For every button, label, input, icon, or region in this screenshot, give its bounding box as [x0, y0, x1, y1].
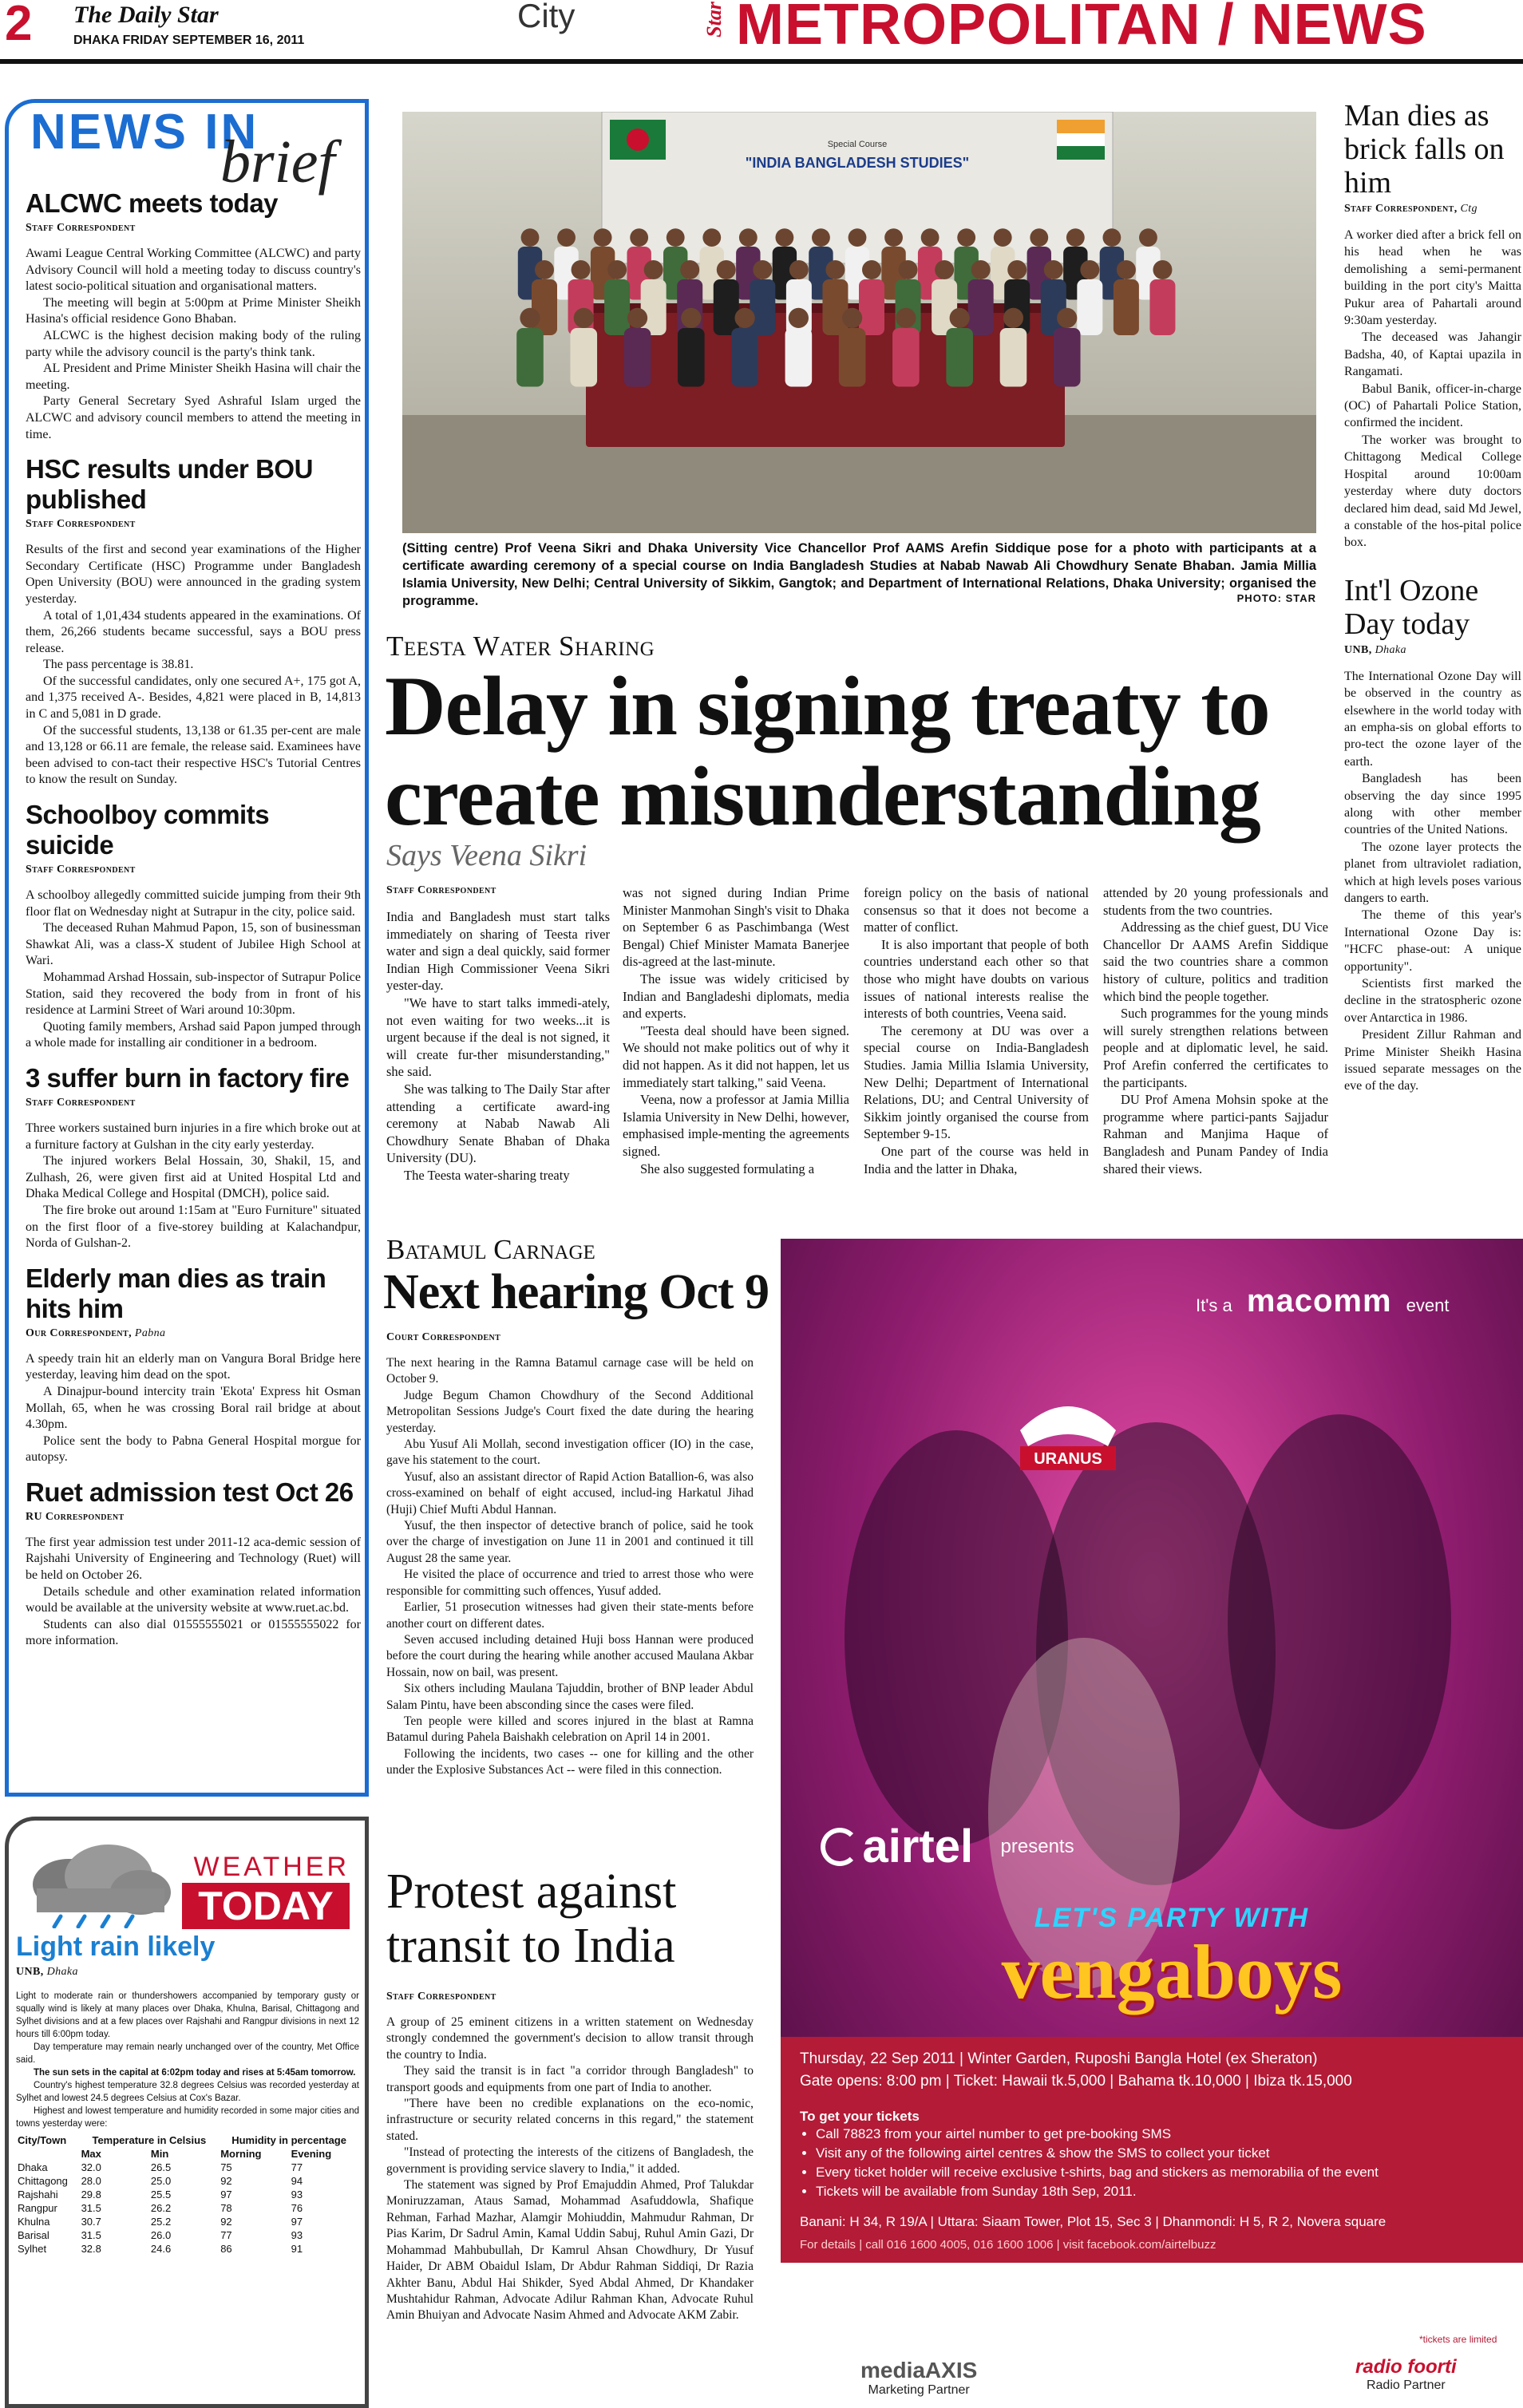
- batamul-paragraph: Abu Yusuf Ali Mollah, second investigation officer (IO) in the case, gave his statement to the court.: [386, 1437, 754, 1468]
- table-subhead-row: [16, 2147, 359, 2161]
- party-title-main: vengaboys: [1001, 1929, 1343, 2015]
- table-cell: 97: [220, 2189, 232, 2200]
- banner-kicker: Special Course: [827, 140, 888, 149]
- table-cell: 28.0: [81, 2175, 101, 2187]
- main-story-headline: [385, 661, 1343, 841]
- brief-paragraph: ALCWC is the highest decision making body of the ruling party while the advisory council is the party's think tank.: [26, 328, 361, 359]
- ozone-story-paragraph: The ozone layer protects the planet from ultraviolet radiation, which at high levels poses various dangers to earth.: [1344, 840, 1521, 905]
- brief-paragraph: Of the successful candidates, only one secured A+, 175 got A, and 1,375 received A-. Besides, 4,821 were placed in B, 14,813 in C and 5,081 in D grade.: [26, 674, 361, 722]
- ozone-story-headline: Int'l Ozone Day today: [1344, 573, 1479, 641]
- table-cell: 93: [291, 2229, 303, 2241]
- table-cell: Barisal: [18, 2229, 49, 2241]
- news-in-brief-title: NEWS IN: [30, 105, 259, 160]
- event-ticket-prices: Gate opens: 8:00 pm | Ticket: Hawaii tk.5,000 | Bahama tk.10,000 | Ibiza tk.15,000: [800, 2073, 1352, 2090]
- protest-paragraphs: [386, 2015, 754, 2324]
- table-subhead: Min: [150, 2148, 169, 2160]
- radio-foorti-logo: radio foorti Radio Partner: [1355, 2356, 1457, 2392]
- participant-figure: [570, 308, 597, 387]
- brief-headline: Ruet admission test Oct 26: [26, 1477, 354, 1507]
- presents-text: presents: [1000, 1835, 1074, 1857]
- participant-figure: [892, 308, 920, 387]
- weather-label-top: WEATHER: [193, 1852, 350, 1882]
- table-cell: 77: [220, 2229, 232, 2241]
- batamul-paragraph: Seven accused including detained Huji boss Hannan were produced before the court during the hearing while another accused Maulana Akbar Hossain, now on bail, was present.: [386, 1632, 754, 1679]
- brief-paragraph: A schoolboy allegedly committed suicide jumping from their 9th floor flat on Wednesday night at Sutrapur in the city, police said.: [26, 888, 361, 919]
- protest-headline-line-1: Protest against: [386, 1864, 677, 1919]
- main-story-column-3: [864, 884, 1089, 1177]
- airtel-centres: Banani: H 34, R 19/A | Uttara: Siaam Tower, Plot 15, Sec 3 | Dhanmondi: H 5, R 2, Novera square: [800, 2214, 1387, 2229]
- main-story-paragraph: Addressing as the chief guest, DU Vice Chancellor Dr AAMS Arefin Siddique said the two countries share a common history of culture, politics and tradition which bind the people together.: [1103, 919, 1328, 1004]
- brief-headline: HSC results under BOU published: [26, 454, 313, 515]
- main-story-byline: Staff Correspondent: [386, 884, 496, 896]
- table-cell: 25.2: [150, 2216, 172, 2228]
- brief-byline: Staff Correspondent: [26, 222, 136, 234]
- table-cell: 91: [291, 2243, 303, 2255]
- brief-headline: Schoolboy commits suicide: [26, 800, 270, 860]
- header-rule: [0, 59, 1523, 64]
- table-cell: 26.0: [150, 2229, 172, 2241]
- table-cell: 77: [291, 2161, 303, 2173]
- main-story-paragraph: was not signed during Indian Prime Minister Manmohan Singh's visit to Dhaka on September 6 as Paschimbanga (West Bengal) Chief Minister Mamata Banerjee dis-agreed at the last-minute.: [623, 885, 849, 970]
- brief-paragraph: Three workers sustained burn injuries in a fire which broke out at a furniture factory at Gulshan in the city early yesterday.: [26, 1121, 361, 1152]
- weather-cloud-icon: [21, 1841, 172, 1928]
- brief-paragraph: The fire broke out around 1:15am at "Euro Furniture" situated on the first floor of a five-storey building at Kalachandpur, Norda of Gulshan-2.: [26, 1203, 361, 1251]
- batamul-paragraphs: [386, 1355, 754, 1779]
- photo-participants: [402, 112, 1316, 533]
- table-cell: 26.5: [150, 2161, 172, 2173]
- airtel-presents: [821, 1820, 1074, 1873]
- brief-paragraph: Results of the first and second year examinations of the Higher Secondary Certificate (HSC) Programme under Bangladesh Open University (BOU) were announced in the grading system yesterday.: [26, 543, 361, 606]
- brief-byline: Staff Correspondent: [26, 518, 136, 531]
- brief-headline: Elderly man dies as train hits him: [26, 1263, 326, 1323]
- table-subhead: Evening: [291, 2148, 332, 2160]
- headline-line-1: Delay in signing treaty to: [385, 659, 1270, 753]
- airtel-logo-text: airtel: [862, 1821, 974, 1872]
- participants-silhouettes: [402, 112, 1316, 533]
- event-date-venue: Thursday, 22 Sep 2011 | Winter Garden, Ruposhi Bangla Hotel (ex Sheraton): [800, 2050, 1318, 2067]
- ozone-story-paragraph: The theme of this year's International Ozone Day is: "HCFC phase-out: A unique opportunity".: [1344, 908, 1521, 974]
- brief-item: [26, 1477, 361, 1650]
- brick-story-paragraph: The deceased was Jahangir Badsha, 40, of Kaptai upazila in Rangamati.: [1344, 330, 1521, 379]
- photo-caption: [402, 540, 1316, 610]
- main-story-paragraph: She also suggested formulating a: [640, 1161, 815, 1176]
- table-row: [16, 2242, 359, 2256]
- brief-paragraph: A Dinajpur-bound intercity train 'Ekota' Express hit Osman Mollah, 65, when he was crossing Boral rail bridge at about 4.30pm.: [26, 1384, 361, 1432]
- participant-figure: [1077, 260, 1102, 335]
- participant-figure: [624, 308, 651, 387]
- ozone-story-paragraph: Bangladesh has been observing the day since 1995 along with other member countries of the United Nations.: [1344, 772, 1521, 837]
- batamul-paragraph: He visited the place of occurrence and tried to arrest those who were responsible for committing such offences, Yusuf added.: [386, 1568, 754, 1598]
- table-cell: 32.0: [81, 2161, 101, 2173]
- table-cell: 30.7: [81, 2216, 101, 2228]
- table-subhead: Morning: [220, 2148, 262, 2160]
- brief-item: [26, 454, 361, 789]
- brief-paragraph: Awami League Central Working Committee (ALCWC) and party Advisory Council will hold a meeting today to discuss country's latest socio-political situation and organisational matters.: [26, 247, 361, 294]
- main-story-paragraph: She was talking to The Daily Star after attending a certificate award-ing ceremony at Nabab Nawab Ali Chowdhury Senate Bhaban of Dhaka University (DU).: [386, 1081, 610, 1166]
- ozone-story-byline: UNB, Dhaka: [1344, 643, 1406, 656]
- ozone-story-paragraph: Scientists first marked the decline in the stratospheric ozone over Antarctica in 1986.: [1344, 977, 1521, 1025]
- main-story-paragraph: One part of the course was held in India and the latter in Dhaka,: [864, 1143, 1089, 1176]
- weather-content: [16, 1932, 359, 2256]
- brief-paragraph: Of the successful students, 13,138 or 61.35 per-cent are male and 13,128 or 66.11 are female, the release said. Examinees have been advised to con-tact their respective HSC's Tutorial Centres to know the result on Sunday.: [26, 723, 361, 787]
- main-story-paragraph: DU Prof Amena Mohsin spoke at the programme where partici-pants Sajjadur Rahman and Manjima Haque of Bangladesh and Punam Pandey of India shared their views.: [1103, 1092, 1328, 1176]
- brief-byline: RU Correspondent: [26, 1510, 125, 1523]
- participant-figure: [604, 260, 630, 335]
- table-row: [16, 2201, 359, 2215]
- table-cell: Sylhet: [18, 2243, 47, 2255]
- contact-details: For details | call 016 1600 4005, 016 1600 1006 | visit facebook.com/airtelbuzz: [800, 2238, 1216, 2252]
- main-story-paragraph: The Teesta water-sharing treaty: [404, 1167, 570, 1183]
- table-cell: Chittagong: [18, 2175, 68, 2187]
- tagline-post: event: [1406, 1295, 1450, 1315]
- weather-label-bottom: TODAY: [182, 1883, 350, 1929]
- main-story-column-4: [1103, 884, 1328, 1177]
- participant-figure: [714, 260, 739, 335]
- ozone-story-paragraph: The International Ozone Day will be observed in the country as elsewhere in the world today with an empha-sis on global efforts to pro-tect the ozone layer of the earth.: [1344, 669, 1521, 769]
- main-story-paragraph: attended by 20 young professionals and students from the two countries.: [1103, 885, 1328, 918]
- ceremony-photo: [402, 112, 1316, 533]
- brief-item: [26, 188, 361, 443]
- table-cell: 31.5: [81, 2202, 101, 2214]
- batamul-paragraph: Earlier, 51 prosecution witnesses had given their state-ments before another court on different dates.: [386, 1600, 754, 1631]
- main-story-paragraph: India and Bangladesh must start talks immediately on sharing of Teesta river water and sign a deal quickly, said former Indian High Commissioner Veena Sikri yester-day.: [386, 909, 610, 994]
- table-cell: 76: [291, 2202, 303, 2214]
- photo-credit: PHOTO: STAR: [1236, 592, 1316, 604]
- table-subhead: Max: [81, 2148, 101, 2160]
- table-cell: Khulna: [18, 2216, 50, 2228]
- table-cell: 75: [220, 2161, 232, 2173]
- brief-paragraph: The first year admission test under 2011-12 aca-demic session of Rajshahi University of Engineering and Technology (Ruet) will be held on October 26.: [26, 1535, 361, 1583]
- participant-figure: [859, 260, 884, 335]
- weather-byline: UNB, Dhaka: [16, 1966, 78, 1978]
- brick-story-paragraph: Babul Banik, officer-in-charge (OC) of Pahartali Police Station, confirmed the incident.: [1344, 382, 1521, 430]
- batamul-byline: Court Correspondent: [386, 1331, 501, 1343]
- tagline-pre: It's a: [1196, 1295, 1232, 1315]
- batamul-kicker: Batamul Carnage: [386, 1234, 595, 1265]
- protest-headline: [386, 1864, 754, 1973]
- dateline: DHAKA FRIDAY SEPTEMBER 16, 2011: [73, 34, 305, 47]
- ozone-story-body: [1344, 668, 1521, 1095]
- weather-paragraph: Country's highest temperature 32.8 degrees Celsius was recorded yesterday at Sylhet and lowest 24.5 degrees Celsius at Cox's Bazar.: [16, 2081, 359, 2103]
- batamul-paragraph: Yusuf, also an assistant director of Rapid Action Batallion-6, was also cross-examined on behalf of eight accused, includ-ing Harkatul Jihad (Huji) Chief Mufti Abdul Hannan.: [386, 1469, 754, 1516]
- brick-story-byline: Staff Correspondent, Ctg: [1344, 203, 1478, 215]
- participant-figure: [1000, 308, 1027, 387]
- ticket-instruction-item: • Call 78823 from your airtel number to get pre-booking SMS: [816, 2125, 1504, 2144]
- brick-story-body: [1344, 227, 1521, 552]
- news-in-brief-list: [26, 188, 361, 1661]
- news-in-brief-script: brief: [220, 129, 335, 196]
- brief-byline: Staff Correspondent: [26, 864, 136, 876]
- brick-story-paragraph: A worker died after a brick fell on his head when he was demolishing a semi-permanent building in the port city's Maitta Pukur area of Pahartali around 9:30am yesterday.: [1344, 228, 1521, 328]
- brick-story-paragraph: The worker was brought to Chittagong Medical College Hospital around 10:00am yesterday where duty doctors declared him dead, said Md Jewel, a constable of the hos-pital police box.: [1344, 433, 1521, 550]
- batamul-paragraph: Following the incidents, two cases -- one for killing and the other under the Explosive Substances Act -- were filed in this connection.: [386, 1746, 754, 1777]
- batamul-paragraph: Six others including Maulana Tajuddin, brother of BNP leader Abdul Salam Pintu, have been absconding since the cases were filed.: [386, 1682, 754, 1712]
- protest-paragraph: A group of 25 eminent citizens in a written statement on Wednesday strongly condemned the government's decision to allow transit through the country to India.: [386, 2015, 754, 2062]
- table-cell: 32.8: [81, 2243, 101, 2255]
- brief-byline: Staff Correspondent: [26, 1096, 136, 1109]
- weather-paragraph: Highest and lowest temperature and humidity recorded in some major cities and towns yesterday were:: [16, 2106, 359, 2129]
- table-cell: 78: [220, 2202, 232, 2214]
- brief-paragraph: Police sent the body to Pabna General Hospital morgue for autopsy.: [26, 1433, 361, 1465]
- brief-paragraph: The pass percentage is 38.81.: [43, 658, 194, 672]
- participant-figure: [516, 308, 544, 387]
- participant-figure: [946, 308, 973, 387]
- party-title: [948, 1903, 1395, 2015]
- weather-table-body: [16, 2161, 359, 2256]
- weather-table: [16, 2133, 359, 2256]
- caption-text: (Sitting centre) Prof Veena Sikri and Dhaka University Vice Chancellor Prof AAMS Arefin Siddique pose for a photo with participants at a certificate awarding ceremony of a special course on India Bangladesh Studies at Nabab Nawab Ali Chowdhury Senate Bhaban. Jamia Millia Islamia University, New Delhi; Central University of Sikkim, Gangtok; and Department of International Relations, Dhaka University; organised the programme.: [402, 541, 1316, 608]
- brief-paragraph: The injured workers Belal Hossain, 30, Shakil, 15, and Zulhash, 26, were given first aid at United Hospital Ltd and Dhaka Medical College and Hospital (DMCH), police said.: [26, 1154, 361, 1201]
- table-head-city: City/Town: [18, 2134, 67, 2146]
- participant-figure: [1149, 260, 1175, 335]
- table-head-temp: Temperature in Celsius: [92, 2134, 207, 2146]
- table-cell: 94: [291, 2175, 303, 2187]
- brief-paragraph: The meeting will begin at 5:00pm at Prime Minister Sheikh Hasina's official residence Gono Bhaban.: [26, 295, 361, 326]
- brief-paragraph: The deceased Ruhan Mahmud Papon, 15, son of businessman Shawkat Ali, was a class-X student of Jubilee High School at Wari.: [26, 921, 361, 968]
- vengaboys-advertisement: [781, 1239, 1523, 2408]
- table-cell: 24.6: [150, 2243, 172, 2255]
- right-column: [1344, 99, 1521, 1095]
- brief-paragraph: Details schedule and other examination related information would be available at the university website at www.ruet.ac.bd.: [26, 1584, 361, 1615]
- participant-figure: [731, 308, 758, 387]
- airtel-logo-icon: [821, 1828, 859, 1866]
- participant-figure: [839, 308, 866, 387]
- tickets-limited-note: *tickets are limited: [1419, 2334, 1497, 2345]
- table-cell: 97: [291, 2216, 303, 2228]
- main-story-paragraph: foreign policy on the basis of national consensus so that it does not become a matter of conflict.: [864, 885, 1089, 935]
- table-row: [16, 2161, 359, 2174]
- city-label: City: [517, 0, 576, 34]
- tickets-heading: To get your tickets: [800, 2109, 920, 2124]
- table-row: [16, 2215, 359, 2228]
- protest-paragraph: "There have been no credible explanations on the eco-nomic, infrastructure or security related concerns in this regard," the statement stated.: [386, 2097, 754, 2143]
- event-details: [781, 2037, 1523, 2263]
- section-title: METROPOLITAN / NEWS: [736, 0, 1427, 57]
- main-story-paragraph: The ceremony at DU was over a special course on India-Bangladesh Studies. Jamia Millia Islamia University, New Delhi; Department of International Relations, DU; and Central University of Sikkim jointly organised the course from September 9-15.: [864, 1022, 1089, 1142]
- table-head-humidity: Humidity in percentage: [231, 2134, 346, 2146]
- batamul-headline: Next hearing Oct 9: [383, 1265, 769, 1319]
- table-cell: 29.8: [81, 2189, 101, 2200]
- brief-paragraph: A speedy train hit an elderly man on Vangura Boral Bridge here yesterday, leaving him dead on the spot.: [26, 1351, 361, 1382]
- hat-text: URANUS: [1034, 1450, 1102, 1468]
- table-cell: 86: [220, 2243, 232, 2255]
- party-title-top: LET'S PARTY WITH: [1034, 1903, 1310, 1933]
- participant-figure: [678, 308, 705, 387]
- main-story-paragraph: The issue was widely criticised by Indian and Bangladeshi diplomats, media and experts.: [623, 971, 849, 1022]
- protest-paragraph: They said the transit is in fact "a corridor through Bangladesh" to transport goods and equipments from one part of India to another.: [386, 2064, 754, 2094]
- brief-paragraph: Mohammad Arshad Hossain, sub-inspector of Sutrapur Police Station, said they recovered the body from in front of his residence at Larmini Street of Wari around 10:30pm.: [26, 971, 361, 1018]
- weather-paragraph: Day temperature may remain nearly unchanged over of the country, Met Office said.: [16, 2042, 359, 2065]
- batamul-body: [386, 1328, 754, 1779]
- participant-figure: [1114, 260, 1139, 335]
- table-cell: 93: [291, 2189, 303, 2200]
- mediaaxis-logo: mediaAXIS Marketing Partner: [860, 2358, 978, 2397]
- protest-byline: Staff Correspondent: [386, 1991, 496, 2003]
- macomm-logo: macomm: [1246, 1283, 1392, 1319]
- brief-headline: 3 suffer burn in factory fire: [26, 1062, 350, 1093]
- main-story-kicker: Teesta Water Sharing: [386, 631, 655, 662]
- banner-title: "INDIA BANGLADESH STUDIES": [745, 155, 970, 171]
- table-cell: Dhaka: [18, 2161, 48, 2173]
- main-story-column-2: [623, 884, 849, 1177]
- weather-paragraph: The sun sets in the capital at 6:02pm today and rises at 5:45am tomorrow.: [34, 2068, 356, 2078]
- table-row: [16, 2174, 359, 2188]
- table-row: [16, 2228, 359, 2242]
- protest-paragraph: "Instead of protecting the interests of the citizens of Bangladesh, the government is providing service slavery to India," it added.: [386, 2145, 754, 2176]
- weather-paragraph: Light to moderate rain or thundershowers accompanied by temporary gusty or squally wind is likely at many places over Dhaka, Khulna, Barisal, Chittagong and Sylhet divisions and at a few places over Rajshahi and Rangpur divisions in next 12 hours till 6:00pm today.: [16, 1991, 359, 2039]
- main-story-subhead: Says Veena Sikri: [386, 839, 587, 872]
- table-cell: 25.5: [150, 2189, 172, 2200]
- macomm-tagline: [1196, 1283, 1449, 1319]
- brief-headline: ALCWC meets today: [26, 188, 279, 218]
- main-story-paragraph: It is also important that people of both countries understand each other so that those who might have doubts on various issues of national interests realise the interests of both countries, Veena said.: [864, 936, 1089, 1022]
- table-cell: 26.2: [150, 2202, 172, 2214]
- participant-figure: [750, 260, 775, 335]
- ticket-instruction-item: • Every ticket holder will receive exclusive t-shirts, bag and stickers as memorabilia of the event: [816, 2163, 1504, 2182]
- brief-paragraph: Quoting family members, Arshad said Papon jumped through a whole made for installing air conditioner in a bedroom.: [26, 1019, 361, 1050]
- table-cell: Rangpur: [18, 2202, 57, 2214]
- participant-figure: [1054, 308, 1081, 387]
- brief-paragraph: Party General Secretary Syed Ashraful Islam urged the ALCWC and advisory council members to attend the meeting in time.: [26, 394, 361, 441]
- table-cell: Rajshahi: [18, 2189, 58, 2200]
- masthead-logo: The Daily Star: [73, 2, 219, 28]
- brick-story-headline: Man dies as brick falls on him: [1344, 99, 1505, 200]
- star-mark: Star: [702, 2, 726, 38]
- participant-figure: [785, 308, 813, 387]
- table-row: [16, 2188, 359, 2201]
- brief-item: [26, 1263, 361, 1466]
- main-story-paragraph: Such programmes for the young minds will surely strengthen relations between people and at diplomatic level, he said. Prof Arefin conferred the certificates to the participants.: [1103, 1006, 1328, 1090]
- protest-headline-line-2: transit to India: [386, 1919, 675, 1973]
- participant-figure: [968, 260, 994, 335]
- table-cell: 25.0: [150, 2175, 172, 2187]
- page-number: 2: [5, 0, 33, 51]
- batamul-paragraph: Ten people were killed and scores injured in the blast at Ramna Batamul during Pahela Baishakh celebration on April 14 in 2001.: [386, 1714, 754, 1745]
- protest-paragraph: The statement was signed by Prof Emajuddin Ahmed, Prof Talukdar Moniruzzaman, Ataus Samad, Mohammad Asafuddowla, Shafique Rehman, Farhad Mazhar, Alamgir Mohiuddin, Mahmudur Rahman, Dr Pias Karim, Dr Sadrul Amin, Kamal Uddin Sabuj, Ruhul Amin Gazi, Dr Mohammad Mahbubullah, Dr Kamrul Ahsan Chowdhury, Dr Yusuf Haider, Dr ABM Obaidul Islam, Dr Abdur Rahman Siddiqi, Dr Razia Akhter Banu, Abdul Hai Shikder, Syed Abdal Ahmed, Dr Khandaker Mushtahidur Rahman, Advocate Adilur Rahman Khan, Advocate Ruhul Amin Bhuiyan and Advocate Nasim Ahmed and Advocate AKM Zabir.: [386, 2178, 754, 2323]
- ticket-instruction-item: • Visit any of the following airtel centres & show the SMS to collect your ticket: [816, 2144, 1504, 2163]
- weather-headline: Light rain likely: [16, 1932, 216, 1962]
- brief-paragraph: Students can also dial 01555555021 or 01555555022 for more information.: [26, 1617, 361, 1648]
- main-story-paragraph: "We have to start talks immedi-ately, not even waiting for two weeks...it is urgent because if the deal is not signed, it will create fur-ther misunderstanding," she said.: [386, 994, 610, 1080]
- batamul-paragraph: Yusuf, the then inspector of detective branch of police, said he took over the charge of investigation on June 11 in 2001 and continued it till August 28 the same year.: [386, 1519, 754, 1565]
- protest-body: [386, 1987, 754, 2324]
- weather-label: [182, 1852, 350, 1929]
- batamul-paragraph: Judge Begum Chamon Chowdhury of the Second Additional Metropolitan Sessions Judge's Court fixed the date during the hearing yesterday.: [386, 1388, 754, 1435]
- ticket-instructions: [816, 2125, 1504, 2201]
- headline-line-2: create misunderstanding: [385, 749, 1260, 843]
- brief-paragraph: AL President and Prime Minister Sheikh Hasina will chair the meeting.: [26, 362, 361, 392]
- brief-item: [26, 800, 361, 1052]
- brief-byline: Our Correspondent, Pabna: [26, 1327, 166, 1339]
- table-cell: 92: [220, 2175, 232, 2187]
- ticket-instruction-item: • Tickets will be available from Sunday 18th Sep, 2011.: [816, 2182, 1504, 2201]
- table-cell: 31.5: [81, 2229, 101, 2241]
- brief-paragraph: A total of 1,01,434 students appeared in the examinations. Of them, 26,266 students became successful, says a BOU press release.: [26, 608, 361, 655]
- table-cell: 92: [220, 2216, 232, 2228]
- main-story-paragraph: "Teesta deal should have been signed. We should not make politics out of why it did not happen. As it did not happen, let us immediately start talking," said Veena.: [623, 1022, 849, 1090]
- main-story-paragraph: Veena, now a professor at Jamia Millia Islamia University in New Delhi, however, emphasised imple-menting the agreements signed.: [623, 1092, 849, 1159]
- brief-item: [26, 1063, 361, 1252]
- weather-paragraphs: [16, 1990, 359, 2130]
- ozone-story-paragraph: President Zillur Rahman and Prime Minister Sheikh Hasina issued separate messages on the eve of the day.: [1344, 1028, 1521, 1093]
- batamul-paragraph: The next hearing in the Ramna Batamul carnage case will be held on October 9.: [386, 1356, 754, 1386]
- main-story-column-1: [386, 908, 610, 1184]
